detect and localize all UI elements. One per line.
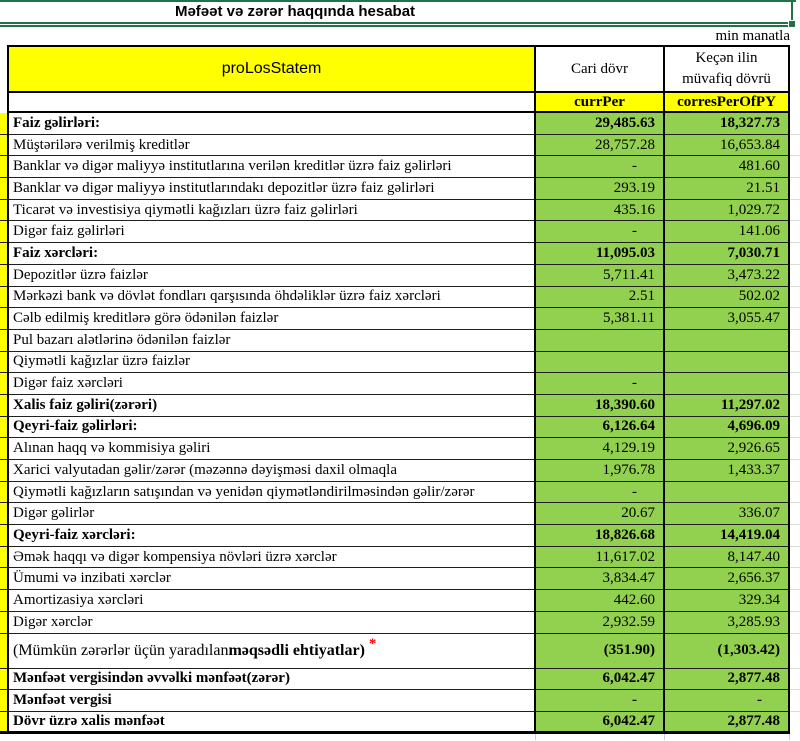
table-row	[0, 243, 800, 265]
value-current-cell[interactable]: 18,826.68	[536, 525, 665, 547]
right-gutter	[790, 287, 800, 309]
right-gutter	[790, 634, 800, 669]
selection-border-bottom	[0, 22, 796, 24]
table-row	[0, 590, 800, 612]
row-label-cell[interactable]: Faiz gəlirləri:	[7, 113, 536, 135]
table-row	[0, 373, 800, 395]
row-label-cell[interactable]: Digər faiz xərcləri	[7, 373, 536, 395]
right-gutter	[790, 308, 800, 330]
table-row	[0, 438, 800, 460]
right-gutter	[790, 417, 800, 439]
right-gutter	[790, 482, 800, 504]
value-current-cell[interactable]: (351.90)	[536, 634, 665, 669]
left-strip	[0, 135, 7, 157]
row-label-cell[interactable]: Pul bazarı alətlərinə ödənilən faizlər	[7, 330, 536, 352]
right-gutter	[790, 525, 800, 547]
value-prior-cell[interactable]: 3,055.47	[665, 308, 790, 330]
left-strip	[0, 243, 7, 265]
value-prior-cell[interactable]: (1,303.42)	[665, 634, 790, 669]
value-prior-cell[interactable]: 141.06	[665, 221, 790, 243]
selection-fill-handle[interactable]	[788, 20, 796, 28]
value-prior-cell[interactable]: 2,877.48	[665, 712, 790, 734]
table-row	[0, 265, 800, 287]
table-row	[0, 330, 800, 352]
value-current-cell[interactable]: 293.19	[536, 178, 665, 200]
value-current-cell[interactable]: 20.67	[536, 503, 665, 525]
right-gutter	[790, 568, 800, 590]
value-current-cell[interactable]: 2.51	[536, 287, 665, 309]
value-prior-cell[interactable]: 3,473.22	[665, 265, 790, 287]
footnote-asterisk: *	[368, 636, 377, 652]
value-prior-cell[interactable]: 3,285.93	[665, 612, 790, 634]
table-row	[0, 417, 800, 439]
right-gutter	[790, 669, 800, 691]
row-label-cell[interactable]: Müştərilərə verilmiş kreditlər	[7, 135, 536, 157]
row-label-cell[interactable]: Xarici valyutadan gəlir/zərər (məzənnə dəyişməsi daxil olmaqla	[7, 460, 536, 482]
left-strip	[0, 669, 7, 691]
row-label-cell[interactable]: Dövr üzrə xalis mənfəət	[7, 712, 536, 734]
value-prior-cell[interactable]: 7,030.71	[665, 243, 790, 265]
left-strip	[0, 156, 7, 178]
row-label-cell[interactable]: Mərkəzi bank və dövlət fondları qarşısında öhdəliklər üzrə faiz xərcləri	[7, 287, 536, 309]
left-strip	[0, 690, 7, 712]
left-strip	[0, 503, 7, 525]
left-strip	[0, 417, 7, 439]
left-strip	[0, 308, 7, 330]
value-current-cell[interactable]: -	[536, 482, 665, 504]
row-label-cell[interactable]: Mənfəət vergisindən əvvəlki mənfəət(zərər)	[7, 669, 536, 691]
table-row	[0, 503, 800, 525]
code-prior-cell[interactable]: corresPerOfPY	[665, 93, 790, 113]
left-strip	[0, 265, 7, 287]
right-gutter	[790, 503, 800, 525]
value-prior-cell[interactable]: 2,877.48	[665, 669, 790, 691]
value-current-cell[interactable]	[536, 330, 665, 352]
left-strip	[0, 438, 7, 460]
code-current-cell[interactable]: currPer	[536, 93, 665, 113]
value-prior-cell[interactable]: 16,653.84	[665, 135, 790, 157]
right-gutter	[790, 93, 800, 113]
value-current-cell[interactable]: -	[536, 156, 665, 178]
bottom-gutter	[0, 734, 800, 741]
column-header-prior-line1: Keçən ilin	[695, 50, 758, 66]
right-gutter	[790, 156, 800, 178]
value-prior-cell[interactable]: 21.51	[665, 178, 790, 200]
table-row	[0, 156, 800, 178]
column-header-prior[interactable]	[665, 45, 790, 93]
value-prior-cell[interactable]: 8,147.40	[665, 547, 790, 569]
value-current-cell[interactable]: -	[536, 373, 665, 395]
value-current-cell[interactable]: 4,129.19	[536, 438, 665, 460]
row-label-cell[interactable]: Banklar və digər maliyyə institutlarındakı depozitlər üzrə faiz gəlirləri	[7, 178, 536, 200]
value-prior-cell[interactable]: 18,327.73	[665, 113, 790, 135]
value-prior-cell[interactable]: 2,926.65	[665, 438, 790, 460]
value-prior-cell[interactable]	[665, 373, 790, 395]
value-current-cell[interactable]: -	[536, 690, 665, 712]
value-current-cell[interactable]: 11,617.02	[536, 547, 665, 569]
row-label-cell[interactable]: Cəlb edilmiş kreditlərə görə ödənilən faizlər	[7, 308, 536, 330]
left-strip	[0, 113, 7, 135]
left-strip	[0, 482, 7, 504]
left-strip	[0, 178, 7, 200]
right-gutter	[790, 612, 800, 634]
right-gutter	[790, 45, 800, 93]
value-current-cell[interactable]: 2,932.59	[536, 612, 665, 634]
right-gutter	[790, 438, 800, 460]
row-label-cell[interactable]: Qiymətli kağızlar üzrə faizlər	[7, 352, 536, 374]
right-gutter	[790, 135, 800, 157]
table-row	[0, 200, 800, 222]
value-current-cell[interactable]: 442.60	[536, 590, 665, 612]
left-strip	[0, 221, 7, 243]
left-strip	[0, 460, 7, 482]
table-row	[0, 395, 800, 417]
value-current-cell[interactable]: 1,976.78	[536, 460, 665, 482]
left-strip	[0, 200, 7, 222]
table-row	[0, 221, 800, 243]
value-prior-cell[interactable]	[665, 352, 790, 374]
table-row	[0, 135, 800, 157]
table-row	[0, 178, 800, 200]
column-header-current[interactable]: Cari dövr	[536, 45, 665, 93]
row-label-cell[interactable]	[7, 634, 536, 669]
row-label-cell[interactable]: Ticarət və investisiya qiymətli kağızları üzrə faiz gəlirləri	[7, 200, 536, 222]
value-prior-cell[interactable]: 4,696.09	[665, 417, 790, 439]
left-strip	[0, 395, 7, 417]
table-row	[0, 634, 800, 669]
row-label-cell[interactable]: Digər gəlirlər	[7, 503, 536, 525]
report-title[interactable]: Məfəət və zərər haqqında hesabat	[174, 3, 416, 20]
row-label-cell[interactable]: Digər faiz gəlirləri	[7, 221, 536, 243]
right-gutter	[790, 712, 800, 734]
value-current-cell[interactable]: 6,126.64	[536, 417, 665, 439]
value-prior-cell[interactable]: 2,656.37	[665, 568, 790, 590]
row-label-cell[interactable]: Banklar və digər maliyyə institutlarına verilən kreditlər üzrə faiz gəlirləri	[7, 156, 536, 178]
code-row	[0, 93, 800, 113]
value-current-cell[interactable]: 435.16	[536, 200, 665, 222]
row-label-cell[interactable]: Mənfəət vergisi	[7, 690, 536, 712]
selection-border-bottom-2	[0, 25, 796, 27]
left-strip	[0, 712, 7, 734]
table-row	[0, 525, 800, 547]
value-current-cell[interactable]: -	[536, 221, 665, 243]
right-gutter	[790, 373, 800, 395]
right-gutter	[790, 221, 800, 243]
left-strip	[0, 352, 7, 374]
value-current-cell[interactable]: 6,042.47	[536, 669, 665, 691]
value-current-cell[interactable]: 18,390.60	[536, 395, 665, 417]
table-row	[0, 547, 800, 569]
right-gutter	[790, 460, 800, 482]
selection-border-right	[791, 0, 793, 22]
table-row	[0, 612, 800, 634]
row-label-cell[interactable]: Digər xərclər	[7, 612, 536, 634]
right-gutter	[790, 113, 800, 135]
gridline	[664, 734, 665, 740]
value-prior-cell[interactable]: 502.02	[665, 287, 790, 309]
table-row	[0, 712, 800, 734]
left-strip	[0, 525, 7, 547]
table-body	[0, 113, 800, 734]
value-prior-cell[interactable]: 329.34	[665, 590, 790, 612]
row-label-regular: (Mümkün zərərlər üçün yaradılan	[13, 641, 229, 659]
right-gutter	[790, 547, 800, 569]
right-gutter	[790, 590, 800, 612]
column-header-prior-line2: müvafiq dövrü	[682, 71, 771, 87]
row-label-cell[interactable]: Qeyri-faiz gəlirləri:	[7, 417, 536, 439]
value-prior-cell[interactable]: 336.07	[665, 503, 790, 525]
table-row	[0, 352, 800, 374]
value-prior-cell[interactable]: 481.60	[665, 156, 790, 178]
table-row	[0, 482, 800, 504]
value-prior-cell[interactable]: 1,433.37	[665, 460, 790, 482]
right-gutter	[790, 690, 800, 712]
value-current-cell[interactable]: 29,485.63	[536, 113, 665, 135]
right-gutter	[790, 395, 800, 417]
value-prior-cell[interactable]: -	[665, 690, 790, 712]
table-row	[0, 568, 800, 590]
right-gutter	[790, 178, 800, 200]
table-header-row	[0, 45, 800, 93]
row-label-cell[interactable]: Amortizasiya xərcləri	[7, 590, 536, 612]
value-prior-cell[interactable]: 1,029.72	[665, 200, 790, 222]
empty-cell[interactable]	[7, 93, 536, 113]
table-row	[0, 287, 800, 309]
right-gutter	[790, 243, 800, 265]
left-strip	[0, 373, 7, 395]
value-current-cell[interactable]: 11,095.03	[536, 243, 665, 265]
table-row	[0, 690, 800, 712]
value-current-cell[interactable]: 5,381.11	[536, 308, 665, 330]
left-strip	[0, 547, 7, 569]
right-gutter	[790, 352, 800, 374]
value-current-cell[interactable]	[536, 352, 665, 374]
gridline	[535, 734, 536, 740]
value-prior-cell[interactable]	[665, 330, 790, 352]
right-gutter	[790, 265, 800, 287]
left-strip	[0, 287, 7, 309]
value-prior-cell[interactable]: 11,297.02	[665, 395, 790, 417]
left-gutter	[0, 93, 7, 113]
left-strip	[0, 568, 7, 590]
left-strip	[0, 330, 7, 352]
table-row	[0, 308, 800, 330]
row-label-cell[interactable]: Qiymətli kağızların satışından və yenidən qiymətləndirilməsindən gəlir/zərər	[7, 482, 536, 504]
unit-note[interactable]: min manatla	[715, 28, 790, 44]
right-gutter	[790, 200, 800, 222]
value-current-cell[interactable]: 5,711.41	[536, 265, 665, 287]
row-label-cell[interactable]: Qeyri-faiz xərcləri:	[7, 525, 536, 547]
left-strip	[0, 612, 7, 634]
value-current-cell[interactable]: 28,757.28	[536, 135, 665, 157]
table-row	[0, 669, 800, 691]
value-current-cell[interactable]: 6,042.47	[536, 712, 665, 734]
row-label-bold: məqsədli ehtiyatlar)	[228, 641, 365, 659]
row-label-cell[interactable]: Xalis faiz gəliri(zərəri)	[7, 395, 536, 417]
gridline	[789, 734, 790, 740]
right-gutter	[790, 330, 800, 352]
row-label-cell[interactable]: Alınan haqq və kommisiya gəliri	[7, 438, 536, 460]
left-strip	[0, 634, 7, 669]
left-gutter	[0, 45, 7, 93]
left-strip	[0, 590, 7, 612]
row-label-cell[interactable]: Ümumi və inzibati xərclər	[7, 568, 536, 590]
table-row	[0, 460, 800, 482]
value-current-cell[interactable]: 3,834.47	[536, 568, 665, 590]
table-row	[0, 113, 800, 135]
row-label-cell[interactable]: Faiz xərcləri:	[7, 243, 536, 265]
value-prior-cell[interactable]	[665, 482, 790, 504]
title-row	[0, 0, 800, 27]
value-prior-cell[interactable]: 14,419.04	[665, 525, 790, 547]
row-label-cell[interactable]: Depozitlər üzrə faizlər	[7, 265, 536, 287]
row-label-cell[interactable]: Əmək haqqı və digər kompensiya növləri üzrə xərclər	[7, 547, 536, 569]
statement-name-cell[interactable]: proLosStatem	[7, 45, 536, 93]
